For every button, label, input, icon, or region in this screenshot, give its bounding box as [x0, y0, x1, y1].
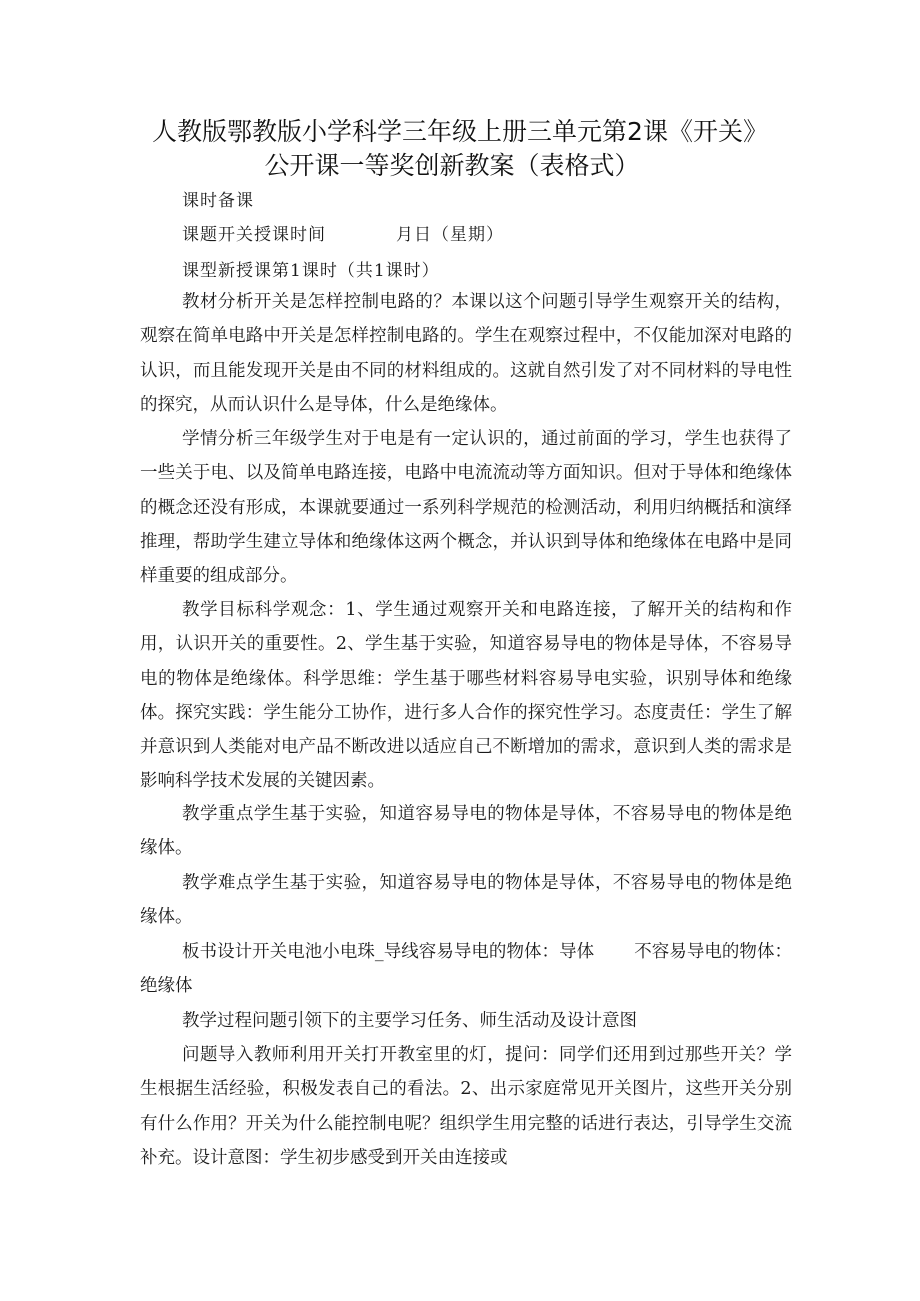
- lesson-hours-label: 课时备课: [182, 191, 254, 211]
- key-points-paragraph: 教学重点学生基于实验，知道容易导电的物体是导体，不容易导电的物体是绝缘体。: [140, 804, 792, 859]
- difficulties-paragraph: 教学难点学生基于实验，知道容易导电的物体是导体，不容易导电的物体是绝缘体。: [140, 873, 792, 928]
- board-design-part-a: 板书设计开关电池小电珠_导线容易导电的物体：导体: [182, 942, 595, 962]
- lesson-type: 课型新授课第1课时（共1课时）: [182, 261, 440, 281]
- process-intro-paragraph: 问题导入教师利用开关打开教室里的灯，提问：同学们还用到过那些开关？学生根据生活经验，积极发表自己的看法。2、出示家庭常见开关图片，这些开关分别有什么作用？开关为什么能控制电呢？组织学生用完整的话进行表达，引导学生交流补充。设计意图：学生初步感受到开关由连接或: [140, 1045, 792, 1168]
- teaching-process-header: 教学过程问题引领下的主要学习任务、师生活动及设计意图: [182, 1011, 637, 1031]
- lesson-date: 月日（星期）: [396, 225, 504, 245]
- board-design-part-b: 不容易导电的物体：绝缘体: [140, 942, 793, 997]
- lesson-topic: 课题开关授课时间: [182, 225, 326, 245]
- lesson-topic-row: [182, 220, 504, 245]
- student-analysis-paragraph: 学情分析三年级学生对于电是有一定认识的，通过前面的学习，学生也获得了一些关于电、以及简单电路连接，电路中电流流动等方面知识。但对于导体和绝缘体的概念还没有形成，本课就要通过一系列科学规范的检测活动，利用归纳概括和演绎推理，帮助学生建立导体和绝缘体这两个概念，并认识到导体和绝缘体在电路中是同样重要的组成部分。: [140, 429, 792, 587]
- material-analysis-paragraph: 教材分析开关是怎样控制电路的？本课以这个问题引导学生观察开关的结构，观察在简单电路中开关是怎样控制电路的。学生在观察过程中，不仅能加深对电路的认识，而且能发现开关是由不同的材料组成的。这就自然引发了对不同材料的导电性的探究，从而认识什么是导体，什么是绝缘体。: [140, 292, 792, 415]
- board-design-paragraph: [140, 935, 792, 1004]
- document-title-line-1: 人教版鄂教版小学科学三年级上册三单元第2课《开关》: [152, 117, 768, 146]
- teaching-objectives-paragraph: 教学目标科学观念：1、学生通过观察开关和电路连接，了解开关的结构和作用，认识开关的重要性。2、学生基于实验，知道容易导电的物体是导体，不容易导电的物体是绝缘体。科学思维：学生基于哪些材料容易导电实验，识别导体和绝缘体。探究实践：学生能分工协作，进行多人合作的探究性学习。态度责任：学生了解并意识到人类能对电产品不断改进以适应自己不断增加的需求，意识到人类的需求是影响科学技术发展的关键因素。: [140, 600, 792, 792]
- document-title-line-2: 公开课一等奖创新教案（表格式）: [264, 151, 640, 180]
